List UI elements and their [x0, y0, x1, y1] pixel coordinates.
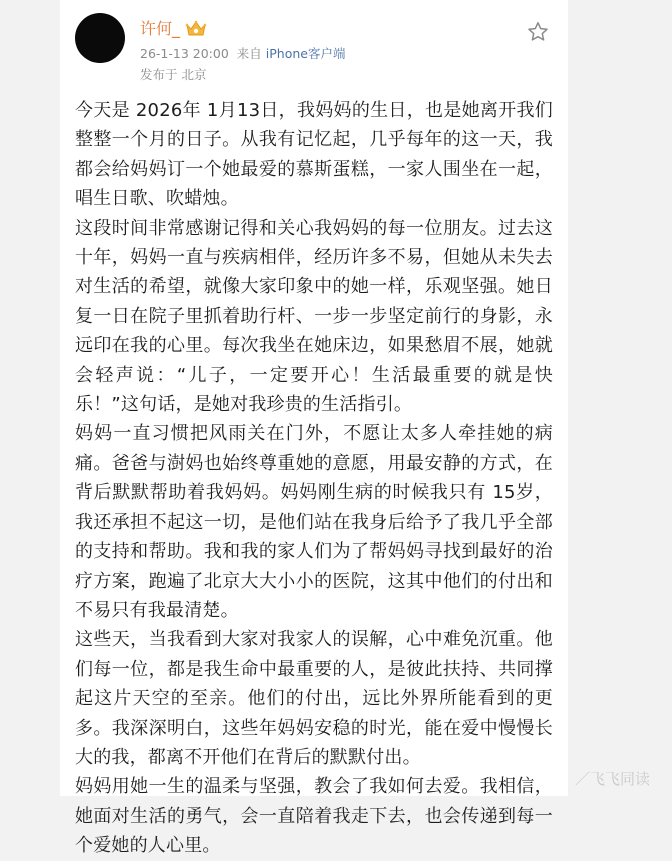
post-location: 发布于 北京: [140, 67, 207, 82]
post-body: [75, 96, 553, 861]
post-meta: [140, 45, 346, 63]
post-card: [60, 0, 568, 857]
post-paragraph-4: 这些天，当我看到大家对我家人的误解，心中难免沉重。他们每一位，都是我生命中最重要的人，是彼此扶持、共同撑起这片天空的至亲。他们的付出，远比外界所能看到的更多。我深深明白，这些年妈妈安稳的时光，能在爱中慢慢长大的我，都离不开他们在背后的默默付出。: [75, 629, 553, 768]
avatar[interactable]: [75, 13, 125, 63]
source-device-link[interactable]: iPhone客户端: [265, 46, 346, 61]
post-paragraph-2: 这段时间非常感谢记得和关心我妈妈的每一位朋友。过去这十年，妈妈一直与疾病相伴，经历许多不易，但她从未失去对生活的希望，就像大家印象中的她一样，乐观坚强。她日复一日在院子里抓着助行杆、一步一步坚定前行的身影，永远印在我的心里。每次我坐在她床边，如果愁眉不展，她就会轻声说：“儿子，一定要开心！生活最重要的就是快乐！”这句话，是她对我珍贵的生活指引。: [75, 217, 553, 416]
author-row: [140, 18, 207, 40]
favorite-star-icon[interactable]: [526, 20, 550, 44]
author-name[interactable]: 许何_: [140, 19, 181, 38]
post-paragraph-3: 妈妈一直习惯把风雨关在门外，不愿让太多人牵挂她的病痛。爸爸与澍妈也始终尊重她的意愿，用最安静的方式，在背后默默帮助着我妈妈。妈妈刚生病的时候我只有 15岁，我还承担不起这一切，是他们站在我身后给予了我几乎全部的支持和帮助。我和我的家人们为了帮妈妈寻找到最好的治疗方案，跑遍了北京大大小小的医院，这其中他们的付出和不易只有我最清楚。: [75, 423, 553, 621]
vip-crown-icon: [185, 20, 207, 38]
post-paragraph-1: 今天是 2026年 1月13日，我妈妈的生日，也是她离开我们整整一个月的日子。从我有记忆起，几乎每年的这一天，我都会给妈妈订一个她最爱的慕斯蛋糕，一家人围坐在一起，唱生日歌、吹蜡烛。: [75, 100, 553, 210]
post-timestamp: 26-1-13 20:00: [140, 46, 229, 61]
post-paragraph-5: 妈妈用她一生的温柔与坚强，教会了我如何去爱。我相信，她面对生活的勇气，会一直陪着我走下去，也会传递到每一个爱她的人心里。: [75, 776, 553, 857]
watermark: ／飞飞同读: [575, 770, 651, 788]
source-prefix: 来自: [236, 46, 262, 61]
